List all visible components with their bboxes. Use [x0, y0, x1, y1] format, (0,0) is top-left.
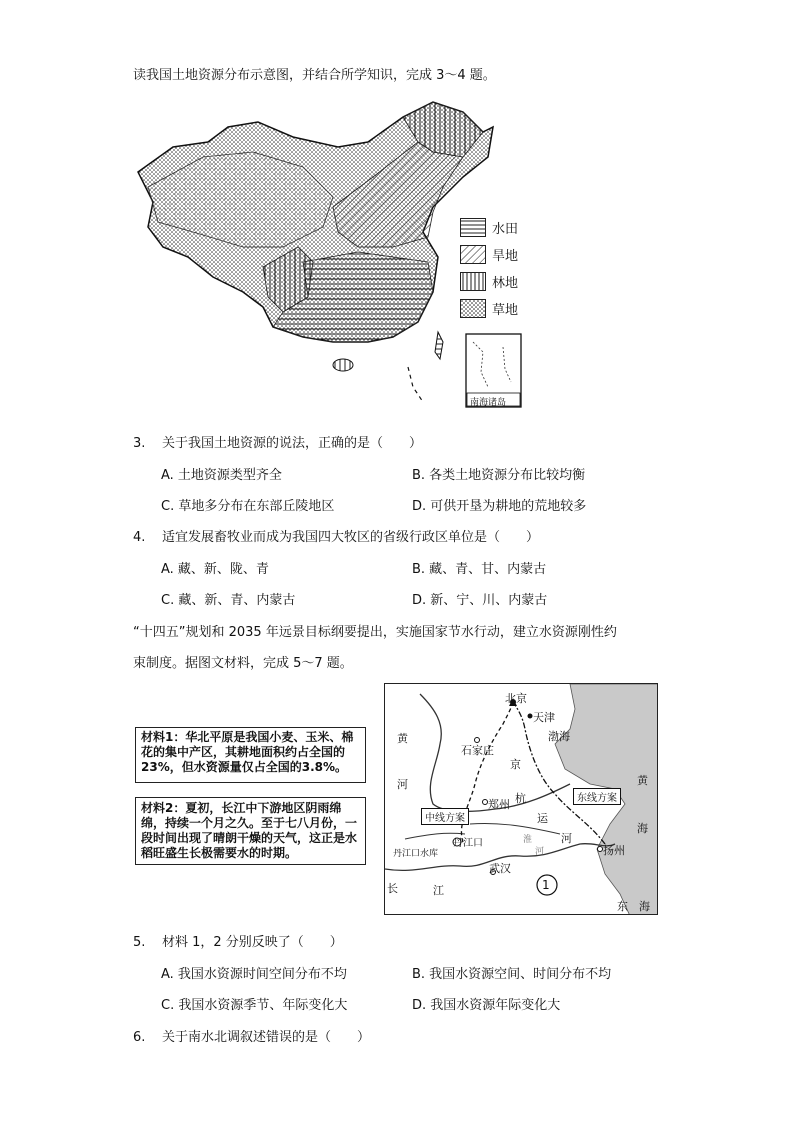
- canal-jing-label: 京: [510, 758, 521, 771]
- legend-label: 水田: [492, 222, 519, 237]
- question-number: 5.: [133, 935, 146, 950]
- marker-1: 1: [542, 878, 550, 892]
- option-d[interactable]: D. 可供开垦为耕地的荒地较多: [412, 499, 587, 514]
- city-yangzhou: 扬州: [603, 844, 625, 857]
- question-number: 4.: [133, 530, 146, 545]
- river-huai-label: 淮: [523, 835, 533, 845]
- option-d[interactable]: D. 新、宁、川、内蒙古: [412, 593, 548, 608]
- question-3: [133, 432, 422, 451]
- river-chang-label: 长: [387, 882, 398, 895]
- canal-hang-label: 杭: [515, 792, 526, 805]
- legend-label: 草地: [492, 303, 519, 318]
- question-6: [133, 1026, 370, 1045]
- question-text: 关于南水北调叙述错误的是（ ）: [161, 1030, 370, 1045]
- legend-paddy: [460, 218, 518, 237]
- river-huang-label: 黄: [397, 732, 408, 745]
- river-huaihe-label: 河: [535, 847, 545, 857]
- material-2-box: 材料2：夏初，长江中下游地区阴雨绵绵，持续一个月之久。至于七八月份，一段时间出现了晴朗干燥的天气，这正是水稻旺盛生长极需要水的时期。: [135, 797, 366, 865]
- city-shijiazhuang: 石家庄: [461, 744, 494, 757]
- passage-line-1: “十四五”规划和 2035 年远景目标纲要提出，实施国家节水行动，建立水资源刚性约: [133, 625, 617, 640]
- passage-line-2: 束制度。据图文材料，完成 5～7 题。: [133, 656, 353, 671]
- option-a[interactable]: A. 我国水资源时间空间分布不均: [161, 967, 347, 982]
- legend-dryland: [460, 245, 518, 264]
- city-zhengzhou: 郑州: [488, 798, 510, 811]
- city-tianjin: 天津: [533, 711, 555, 724]
- water-diversion-map: [384, 683, 658, 915]
- sea-huang-2: 海: [637, 822, 648, 835]
- legend-label: 林地: [492, 276, 519, 291]
- option-c[interactable]: C. 草地多分布在东部丘陵地区: [161, 499, 335, 514]
- sea-donghai: 东 海: [617, 900, 650, 913]
- material-1-box: 材料1：华北平原是我国小麦、玉米、棉花的集中产区，其耕地面积约占全国的23%，但水资源量仅占全国的3.8%。: [135, 727, 366, 783]
- river-he-label: 河: [397, 778, 408, 791]
- city-wuhan: 武汉: [489, 862, 511, 875]
- river-jiang-label: 江: [433, 884, 444, 897]
- inset-label: 南海诸岛: [470, 398, 507, 408]
- reservoir-label: 丹江口水库: [393, 849, 439, 859]
- question-4: [133, 526, 539, 545]
- intro-text: 读我国土地资源分布示意图，并结合所学知识，完成 3～4 题。: [133, 68, 496, 83]
- option-d[interactable]: D. 我国水资源年际变化大: [412, 998, 561, 1013]
- option-c[interactable]: C. 我国水资源季节、年际变化大: [161, 998, 348, 1013]
- option-b[interactable]: B. 各类土地资源分布比较均衡: [412, 468, 586, 483]
- question-5: [133, 931, 343, 950]
- legend-label: 旱地: [492, 249, 519, 264]
- option-c[interactable]: C. 藏、新、青、内蒙古: [161, 593, 296, 608]
- legend-forest: [460, 272, 518, 291]
- canal-he-label: 河: [561, 832, 572, 845]
- option-b[interactable]: B. 我国水资源空间、时间分布不均: [412, 967, 612, 982]
- option-a[interactable]: A. 土地资源类型齐全: [161, 468, 282, 483]
- legend-grassland: [460, 299, 518, 318]
- question-text: 适宜发展畜牧业而成为我国四大牧区的省级行政区单位是（ ）: [161, 530, 539, 545]
- question-number: 6.: [133, 1030, 146, 1045]
- canal-yun-label: 运: [537, 812, 548, 825]
- city-danjiangkou: 丹江口: [453, 838, 483, 849]
- sea-bohai: 渤海: [548, 730, 570, 743]
- question-number: 3.: [133, 436, 146, 451]
- middle-route-label: 中线方案: [421, 808, 469, 825]
- question-text: 材料 1，2 分别反映了（ ）: [161, 935, 343, 950]
- sea-huang-1: 黄: [637, 774, 648, 787]
- option-b[interactable]: B. 藏、青、甘、内蒙古: [412, 562, 547, 577]
- option-a[interactable]: A. 藏、新、陇、青: [161, 562, 269, 577]
- question-text: 关于我国土地资源的说法，正确的是（ ）: [161, 436, 422, 451]
- city-beijing: 北京: [505, 692, 527, 705]
- east-route-label: 东线方案: [573, 788, 621, 805]
